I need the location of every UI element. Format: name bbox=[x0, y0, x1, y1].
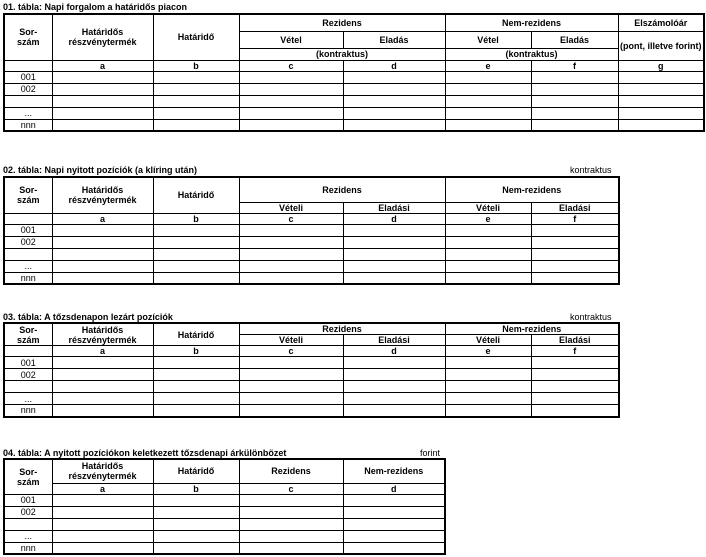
unit-kontraktus-nr: (kontraktus) bbox=[445, 48, 618, 60]
letter-a: a bbox=[52, 483, 153, 494]
col-termek: Határidős részvénytermék bbox=[52, 459, 153, 483]
col-sorszam: Sor- szám bbox=[4, 459, 52, 494]
col-sorszam: Sor- szám bbox=[4, 323, 52, 346]
row-num: ... bbox=[4, 107, 52, 119]
letter-c: c bbox=[239, 60, 343, 71]
col-hatarido: Határidő bbox=[153, 177, 239, 213]
table-row bbox=[4, 405, 619, 417]
table-row bbox=[4, 71, 704, 83]
sub-vetel-r: Vétel bbox=[239, 31, 343, 48]
sub-veteli-nr: Vételi bbox=[445, 202, 531, 213]
table4 bbox=[3, 458, 446, 555]
letter-blank bbox=[4, 213, 52, 224]
col-hatarido: Határidő bbox=[153, 323, 239, 346]
table-row bbox=[4, 95, 704, 107]
row-num: ... bbox=[4, 260, 52, 272]
row-num bbox=[4, 95, 52, 107]
letter-d: d bbox=[343, 346, 445, 357]
letter-b: b bbox=[153, 483, 239, 494]
sub-veteli-nr: Vételi bbox=[445, 335, 531, 346]
table4-title: 04. tábla: A nyitott pozíciókon keletkezett tőzsdenapi árkülönbözet bbox=[3, 448, 287, 458]
letter-g: g bbox=[618, 60, 704, 71]
letter-d: d bbox=[343, 60, 445, 71]
group-rezidens: Rezidens bbox=[239, 14, 445, 31]
sub-eladas-nr: Eladás bbox=[531, 31, 618, 48]
table-row bbox=[4, 530, 445, 542]
sub-veteli-r: Vételi bbox=[239, 335, 343, 346]
table-row bbox=[4, 518, 445, 530]
row-num: nnn bbox=[4, 272, 52, 284]
group-rezidens: Rezidens bbox=[239, 177, 445, 202]
table-row bbox=[4, 107, 704, 119]
col-termek: Határidős részvénytermék bbox=[52, 14, 153, 60]
table-row bbox=[4, 506, 445, 518]
table-row bbox=[4, 260, 619, 272]
row-num: 001 bbox=[4, 224, 52, 236]
table2-title: 02. tábla: Napi nyitott pozíciók (a klíring után) bbox=[3, 165, 198, 175]
row-num: ... bbox=[4, 393, 52, 405]
col-termek: Határidős részvénytermék bbox=[52, 177, 153, 213]
table-row bbox=[4, 357, 619, 369]
letter-c: c bbox=[239, 213, 343, 224]
table3-title: 03. tábla: A tőzsdenapon lezárt pozíciók bbox=[3, 312, 173, 322]
col-nem-rezidens: Nem-rezidens bbox=[343, 459, 445, 483]
sub-eladasi-nr: Eladási bbox=[531, 335, 619, 346]
row-num bbox=[4, 248, 52, 260]
table-row bbox=[4, 542, 445, 554]
letter-f: f bbox=[531, 346, 619, 357]
table3-unit: kontraktus bbox=[570, 312, 612, 322]
letter-e: e bbox=[445, 60, 531, 71]
sub-vetel-nr: Vétel bbox=[445, 31, 531, 48]
col-termek: Határidős részvénytermék bbox=[52, 323, 153, 346]
table-row bbox=[4, 119, 704, 131]
letter-c: c bbox=[239, 346, 343, 357]
sub-eladasi-r: Eladási bbox=[343, 335, 445, 346]
table-row bbox=[4, 83, 704, 95]
letter-blank bbox=[4, 346, 52, 357]
sub-eladasi-nr: Eladási bbox=[531, 202, 619, 213]
letter-f: f bbox=[531, 60, 618, 71]
group-rezidens: Rezidens bbox=[239, 323, 445, 335]
letter-d: d bbox=[343, 213, 445, 224]
group-nem-rezidens: Nem-rezidens bbox=[445, 14, 618, 31]
row-num: nnn bbox=[4, 542, 52, 554]
letter-e: e bbox=[445, 213, 531, 224]
row-num: nnn bbox=[4, 119, 52, 131]
row-num: 002 bbox=[4, 369, 52, 381]
row-num: 001 bbox=[4, 357, 52, 369]
row-num: nnn bbox=[4, 405, 52, 417]
row-num: 001 bbox=[4, 71, 52, 83]
sub-eladas-r: Eladás bbox=[343, 31, 445, 48]
letter-b: b bbox=[153, 346, 239, 357]
table-row bbox=[4, 248, 619, 260]
table4-unit: forint bbox=[420, 448, 441, 458]
row-num: ... bbox=[4, 530, 52, 542]
col-sorszam: Sor- szám bbox=[4, 177, 52, 213]
table2-unit: kontraktus bbox=[570, 165, 612, 175]
letter-d: d bbox=[343, 483, 445, 494]
sub-elszamoloar-unit: (pont, illetve forint) bbox=[618, 31, 704, 60]
row-num: 002 bbox=[4, 83, 52, 95]
letter-b: b bbox=[153, 60, 239, 71]
letter-a: a bbox=[52, 213, 153, 224]
row-num: 001 bbox=[4, 494, 52, 506]
letter-e: e bbox=[445, 346, 531, 357]
table-row bbox=[4, 236, 619, 248]
table-row bbox=[4, 494, 445, 506]
col-elszamoloar: Elszámolóár bbox=[618, 14, 704, 31]
letter-a: a bbox=[52, 60, 153, 71]
table1-title: 01. tábla: Napi forgalom a határidős piacon bbox=[3, 2, 188, 12]
letter-b: b bbox=[153, 213, 239, 224]
col-rezidens: Rezidens bbox=[239, 459, 343, 483]
table3 bbox=[3, 322, 620, 418]
table1 bbox=[3, 13, 705, 132]
table-row bbox=[4, 224, 619, 236]
table-row bbox=[4, 381, 619, 393]
group-nem-rezidens: Nem-rezidens bbox=[445, 323, 619, 335]
row-num bbox=[4, 518, 52, 530]
row-num: 002 bbox=[4, 236, 52, 248]
table-row bbox=[4, 272, 619, 284]
letter-f: f bbox=[531, 213, 619, 224]
letter-a: a bbox=[52, 346, 153, 357]
table2 bbox=[3, 176, 620, 285]
sub-eladasi-r: Eladási bbox=[343, 202, 445, 213]
letter-c: c bbox=[239, 483, 343, 494]
table-row bbox=[4, 369, 619, 381]
col-hatarido: Határidő bbox=[153, 14, 239, 60]
table-row bbox=[4, 393, 619, 405]
group-nem-rezidens: Nem-rezidens bbox=[445, 177, 619, 202]
col-sorszam: Sor- szám bbox=[4, 14, 52, 60]
row-num bbox=[4, 381, 52, 393]
row-num: 002 bbox=[4, 506, 52, 518]
sub-veteli-r: Vételi bbox=[239, 202, 343, 213]
letter-blank bbox=[4, 60, 52, 71]
col-hatarido: Határidő bbox=[153, 459, 239, 483]
unit-kontraktus-r: (kontraktus) bbox=[239, 48, 445, 60]
